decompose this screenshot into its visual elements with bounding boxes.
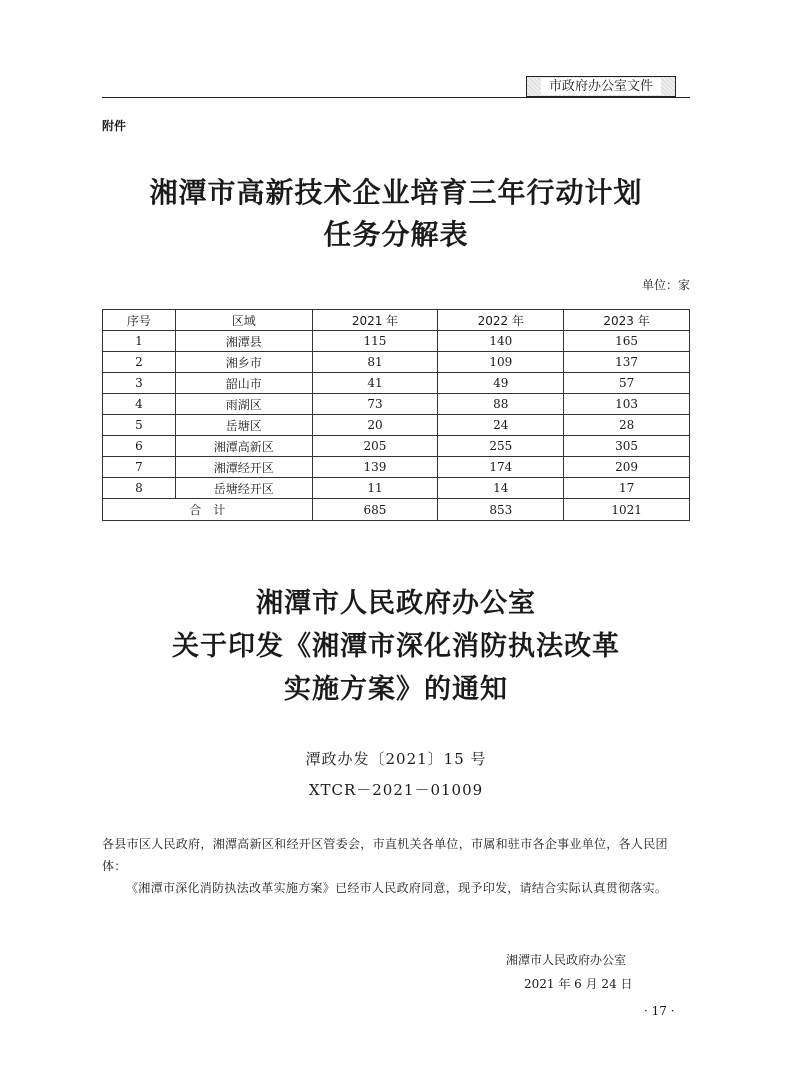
table-cell: 255 xyxy=(438,436,564,457)
table-cell: 41 xyxy=(312,373,438,394)
table-cell: 8 xyxy=(103,478,176,499)
column-header: 区域 xyxy=(175,310,312,331)
table-row xyxy=(103,373,690,394)
total-cell: 1021 xyxy=(564,499,690,521)
table-row xyxy=(103,352,690,373)
annex-label: 附件 xyxy=(102,119,127,133)
document-code: XTCR－2021－01009 xyxy=(308,781,484,799)
total-cell: 853 xyxy=(438,499,564,521)
table-cell: 209 xyxy=(564,457,690,478)
table-cell: 81 xyxy=(312,352,438,373)
table-cell: 湘潭经开区 xyxy=(175,457,312,478)
table-cell: 24 xyxy=(438,415,564,436)
table-cell: 6 xyxy=(103,436,176,457)
table-cell: 109 xyxy=(438,352,564,373)
table-cell: 湘乡市 xyxy=(175,352,312,373)
document-category-label: 市政府办公室文件 xyxy=(541,78,661,95)
column-header: 序号 xyxy=(103,310,176,331)
unit-label: 单位：家 xyxy=(641,278,690,292)
table-cell: 7 xyxy=(103,457,176,478)
table-cell: 20 xyxy=(312,415,438,436)
document-category-tag xyxy=(526,76,676,97)
table-cell: 137 xyxy=(564,352,690,373)
body-paragraph: 《湘潭市深化消防执法改革实施方案》已经市人民政府同意，现予印发，请结合实际认真贯彻落实。 xyxy=(126,881,668,895)
table-cell: 韶山市 xyxy=(175,373,312,394)
table-cell: 1 xyxy=(103,331,176,352)
table-cell: 湘潭县 xyxy=(175,331,312,352)
table-row xyxy=(103,478,690,499)
table-cell: 雨湖区 xyxy=(175,394,312,415)
total-cell: 685 xyxy=(312,499,438,521)
table-cell: 103 xyxy=(564,394,690,415)
column-header: 2023 年 xyxy=(564,310,690,331)
table-row xyxy=(103,457,690,478)
table-row xyxy=(103,394,690,415)
table-cell: 305 xyxy=(564,436,690,457)
total-label: 合 计 xyxy=(103,499,313,521)
table-header-row xyxy=(103,310,690,331)
plan-title-line-2: 任务分解表 xyxy=(323,218,469,251)
table-cell: 5 xyxy=(103,415,176,436)
table-cell: 岳塘区 xyxy=(175,415,312,436)
notice-title xyxy=(102,582,690,711)
table-row xyxy=(103,331,690,352)
notice-body xyxy=(102,833,692,899)
document-number: 潭政办发〔2021〕15 号 xyxy=(305,750,487,768)
notice-title-line-2: 关于印发《湘潭市深化消防执法改革 xyxy=(172,631,620,662)
table-row xyxy=(103,415,690,436)
table-cell: 88 xyxy=(438,394,564,415)
column-header: 2021 年 xyxy=(312,310,438,331)
task-breakdown-table xyxy=(102,309,690,521)
table-cell: 11 xyxy=(312,478,438,499)
table-cell: 岳塘经开区 xyxy=(175,478,312,499)
table-cell: 2 xyxy=(103,352,176,373)
table-cell: 湘潭高新区 xyxy=(175,436,312,457)
column-header: 2022 年 xyxy=(438,310,564,331)
table-cell: 49 xyxy=(438,373,564,394)
plan-title-line-1: 湘潭市高新技术企业培育三年行动计划 xyxy=(149,176,643,209)
page-number: · 17 · xyxy=(644,1004,675,1018)
table-cell: 140 xyxy=(438,331,564,352)
table-cell: 17 xyxy=(564,478,690,499)
table-cell: 174 xyxy=(438,457,564,478)
table-cell: 139 xyxy=(312,457,438,478)
issue-date: 2021 年 6 月 24 日 xyxy=(524,977,633,991)
table-cell: 165 xyxy=(564,331,690,352)
table-row xyxy=(103,436,690,457)
table-cell: 205 xyxy=(312,436,438,457)
header-divider xyxy=(102,97,690,98)
table-cell: 57 xyxy=(564,373,690,394)
table-cell: 115 xyxy=(312,331,438,352)
plan-title xyxy=(102,172,690,256)
table-cell: 14 xyxy=(438,478,564,499)
table-cell: 4 xyxy=(103,394,176,415)
table-total-row xyxy=(103,499,690,521)
signature: 湘潭市人民政府办公室 xyxy=(506,953,627,967)
table-cell: 3 xyxy=(103,373,176,394)
notice-title-line-1: 湘潭市人民政府办公室 xyxy=(256,588,536,619)
table-cell: 73 xyxy=(312,394,438,415)
notice-title-line-3: 实施方案》的通知 xyxy=(284,674,508,705)
table-cell: 28 xyxy=(564,415,690,436)
recipients-paragraph: 各县市区人民政府，湘潭高新区和经开区管委会，市直机关各单位，市属和驻市各企事业单位，各人民团体： xyxy=(102,837,668,873)
